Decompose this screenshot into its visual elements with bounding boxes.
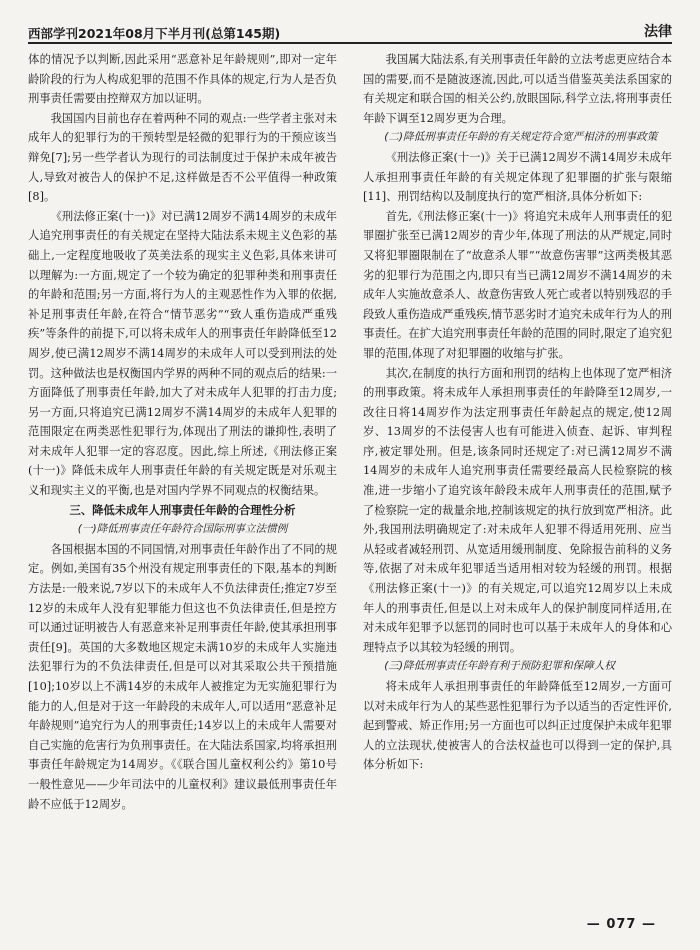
section-heading: 三、降低未成年人刑事责任年龄的合理性分析: [69, 503, 296, 517]
paragraph: 首先,《刑法修正案(十一)》将追究未成年人刑事责任的犯罪圈扩张至已满12周岁的青少年,体现了刑法的从严规定,同时又将犯罪圈限制在了“故意杀人罪”“故意伤害罪”这两类极其恶劣的犯罪行为范围之内,即只有当已满12周岁不满14周岁的未成年人实施故意杀人、故意伤害致人死亡或者以特别残忍的手段致人重伤造成严重残疾,情节恶劣时才追究未成年行为人的刑事责任。在扩大追究刑事责任年龄的范围的同时,限定了追究犯罪的范围,体现了对犯罪圈的收缩与扩张。: [363, 209, 672, 360]
subsection-heading: (三)降低刑事责任年龄有利于预防犯罪和保障人权: [384, 660, 615, 673]
subsection-heading: (一)降低刑事责任年龄符合国际刑事立法惯例: [77, 523, 288, 536]
paragraph: 我国属大陆法系,有关刑事责任年龄的立法考虑更应结合本国的需要,而不是随波逐流,因此,可以适当借鉴英美法系国家的有关规定和联合国的相关公约,放眼国际,科学立法,将刑事责任年龄下调至12周岁更为合理。: [363, 53, 672, 125]
paragraph: 我国国内目前也存在着两种不同的观点:一些学者主张对未成年人的犯罪行为的干预转型是轻微的犯罪行为的干预应该当辩免[7];另一些学者认为现行的司法制度过于保护未成年被告人,导致对被告人的保护不足,这样做是否不公平值得一种政策[8]。: [28, 111, 337, 204]
article-body: [28, 50, 672, 898]
page-number: — 077 —: [586, 917, 656, 932]
paragraph: 《刑法修正案(十一)》关于已满12周岁不满14周岁未成年人承担刑事责任年龄的有关规定体现了犯罪圈的扩张与限缩[11]、刑罚结构以及制度执行的宽严相济,具体分析如下:: [363, 150, 672, 204]
paragraph: 《刑法修正案(十一)》对已满12周岁不满14周岁的未成年人追究刑事责任的有关规定在坚持大陆法系未规主义色彩的基础上,一定程度地吸收了英美法系的现实主义色彩,具体来讲可以理解为:一方面,规定了一个较为确定的犯罪种类和刑事责任的年龄和范围;另一方面,将行为人的主观恶性作为入罪的依据,补足刑事责任年龄,在符合“情节恶劣”“致人重伤造成严重残疾”等条件的前提下,可以将未成年人的刑事责任年龄降低至12周岁,使已满12周岁不满14周岁的未成年人可以受到刑法的处罚。这种做法也是权衡国内学界的两种不同的观点后的结果:一方面降低了刑事责任年龄,加大了对未成年人犯罪的打击力度;另一方面,只将追究已满12周岁不满14周岁的未成年人犯罪的范围限定在两类恶性犯罪行为,体现出了刑法的谦抑性,表明了对未成年人犯罪一定的容忍度。因此,综上所述,《刑法修正案(十一)》降低未成年人刑事责任年龄的有关规定既是对乐观主义和现实主义的平衡,也是对国内学界不同观点的权衡结果。: [28, 209, 337, 498]
paragraph: 各国根据本国的不同国情,对刑事责任年龄作出了不同的规定。例如,美国有35个州没有规定刑事责任的下限,基本的判断方法是:一般来说,7岁以下的未成年人不负法律责任;推定7岁至12岁的未成年人没有犯罪能力但这也不负法律责任,但是控方可以通过证明被告人有恶意来补足刑事责任年龄,使其承担刑事责任[9]。英国的大多数地区规定未满10岁的未成年人实施违法犯罪行为的不负法律责任,但是可以对其采取公共干预措施[10];10岁以上不满14岁的未成年人被推定为无实施犯罪行为能力的人,但是对于这一年龄段的未成年人,可以适用“恶意补足年龄规则”追究行为人的刑事责任;14岁以上的未成年人需要对自己实施的危害行为负刑事责任。在大陆法系国家,均将承担刑事责任年龄规定为14周岁。《《联合国儿童权利公约》第10号一般性意见——少年司法中的儿童权利》建议最低刑事责任年龄不应低于12周岁。: [28, 542, 337, 811]
section-label: 法律: [644, 24, 672, 40]
paragraph: 其次,在制度的执行方面和刑罚的结构上也体现了宽严相济的刑事政策。将未成年人承担刑事责任的年龄降至12周岁,一改往日将14周岁作为法定刑事责任年龄起点的规定,使12周岁、13周岁的不法侵害人也有可能进入侦查、起诉、审判程序,被定罪处刑。但是,该条同时还规定了:对已满12周岁不满14周岁的未成年人追究刑事责任需要经最高人民检察院的核准,进一步缩小了追究该年龄段未成年人刑事责任的范围,赋予了检察院一定的裁量余地,控制该规定的执行放到宽严相济。此外,我国刑法明确规定了:对未成年人犯罪不得适用死刑、应当从轻或者减轻刑罚、从宽适用缓刑制度、免除报告前科的义务等,依据了对未成年犯罪适当适用相对较为轻缓的刑罚。根据《刑法修正案(十一)》的有关规定,可以追究12周岁以上未成年人的刑事责任,但是以上对未成年人的保护制度同样适用,在对未成年犯罪予以惩罚的同时也可以基于未成年人的身体和心理特点予以其较为轻缓的刑罚。: [363, 366, 672, 654]
right-column: [363, 50, 672, 898]
paragraph: 将未成年人承担刑事责任的年龄降低至12周岁,一方面可以对未成年行为人的某些恶性犯罪行为予以适当的否定性评价,起到警戒、矫正作用;另一方面也可以纠正过度保护未成年犯罪人的立法现状,使被害人的合法权益也可以得到一定的保护,具体分析如下:: [363, 680, 672, 772]
journal-title: 西部学刊2021年08月下半月刊(总第145期): [28, 26, 281, 41]
page-header: [28, 18, 672, 44]
left-column: [28, 50, 337, 898]
paragraph: 体的情况予以判断,因此采用“恶意补足年龄规则”,即对一定年龄阶段的行为人构成犯罪的范围不作具体的规定,行为人是否负刑事责任需要由控辩双方加以证明。: [28, 53, 337, 106]
subsection-heading: (二)降低刑事责任年龄的有关规定符合宽严相济的刑事政策: [384, 131, 658, 144]
